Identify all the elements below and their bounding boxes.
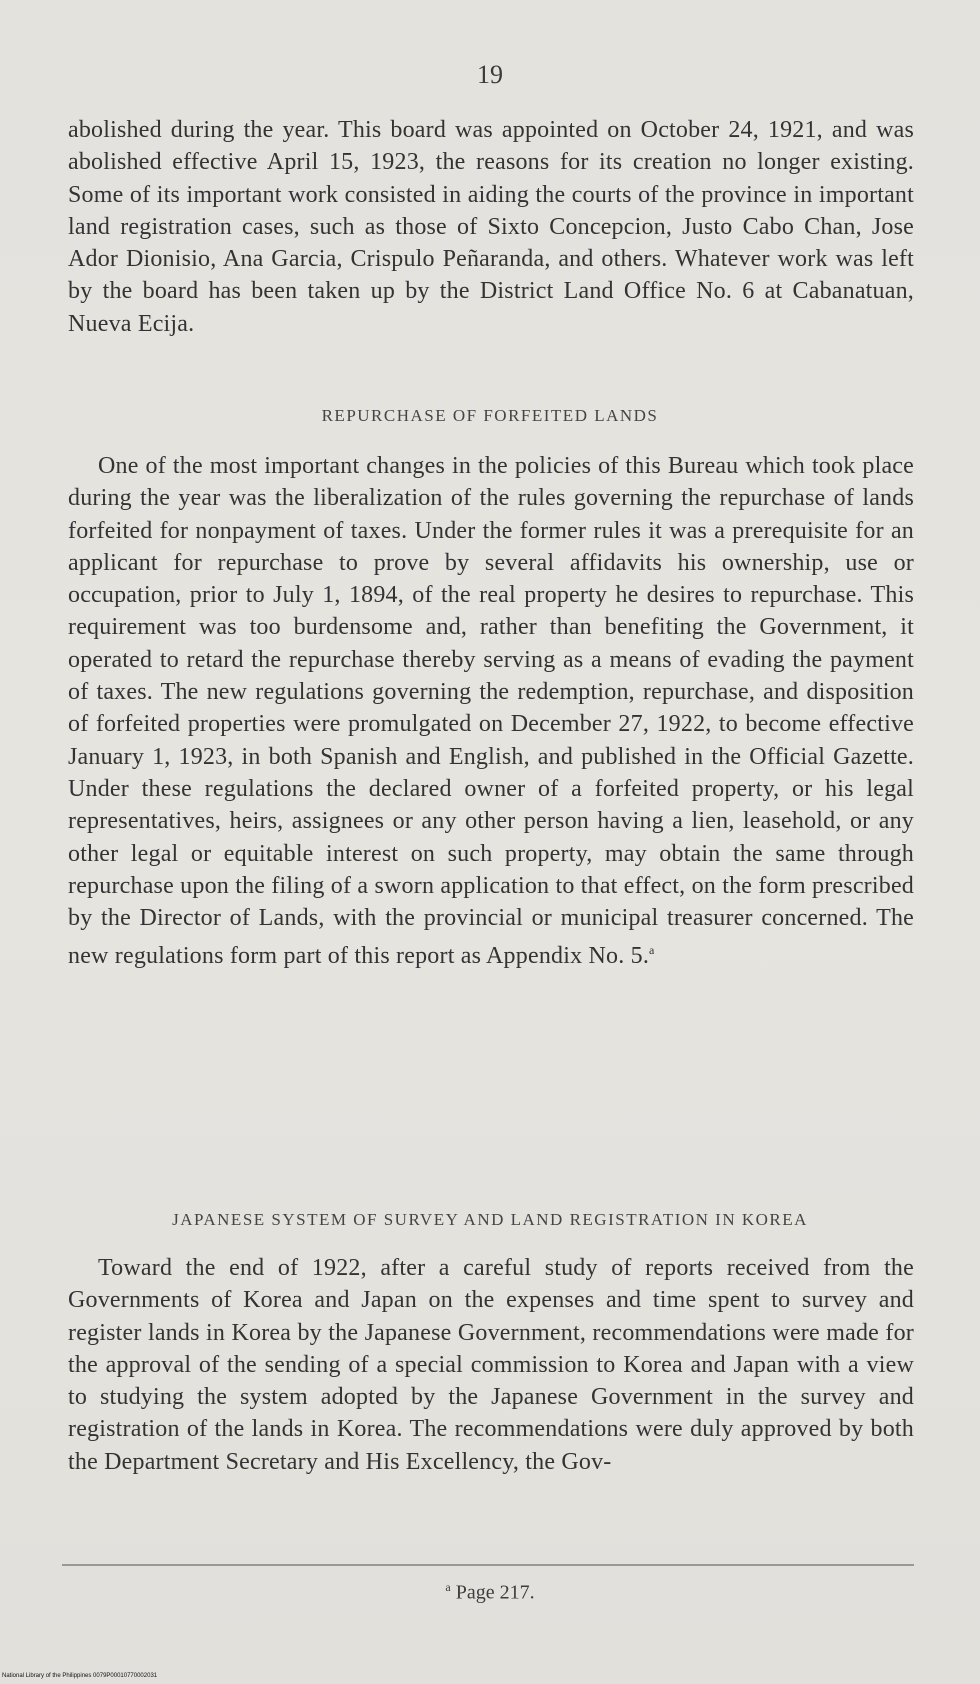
- footnote-reference: a: [649, 943, 655, 958]
- paragraph-repurchase-text: One of the most important changes in the policies of this Bureau which took place during the year was the liberalization of the rules governing the repurchase of lands forfeited for nonpayment of taxes. Under the former rules it was a prerequisite for an applicant for repurchase to prove by several affidavits his ownership, use or occupation, prior to July 1, 1894, of the real property he desires to repurchase. This requirement was too burdensome and, rather than benefiting the Government, it operated to retard the repurchase thereby serving as a means of evading the payment of taxes. The new regulations governing the redemption, repurchase, and disposition of forfeited properties were promulgated on December 27, 1922, to become effective January 1, 1923, in both Spanish and English, and published in the Official Gazette. Under these regulations the declared owner of a forfeited property, or his legal representatives, heirs, assignees or any other person having a lien, leasehold, or any other legal or equitable interest on such property, may obtain the same through repurchase upon the filing of a sworn application to that effect, on the form prescribed by the Director of Lands, with the provincial or municipal treasurer concerned. The new regulations form part of this report as Appendix No. 5.: [68, 453, 914, 970]
- page-number: 19: [477, 60, 503, 89]
- footnote: [0, 1580, 980, 1605]
- paragraph-board-abolished: abolished during the year. This board was appointed on October 24, 1921, and was abolished effective April 15, 1923, the reasons for its creation no longer existing. Some of its important work consisted in aiding the courts of the province in important land registration cases, such as those of Sixto Concepcion, Justo Cabo Chan, Jose Ador Dionisio, Ana Garcia, Crispulo Peñaranda, and others. Whatever work was left by the board has been taken up by the District Land Office No. 6 at Cabanatuan, Nueva Ecija.: [68, 117, 914, 337]
- paragraph-repurchase: [68, 450, 914, 973]
- footnote-text: Page 217.: [455, 1581, 535, 1604]
- library-stamp: National Library of the Philippines 0079P00010770002031: [2, 1673, 158, 1679]
- heading-japanese-survey-system: JAPANESE SYSTEM OF SURVEY AND LAND REGISTRATION IN KOREA: [172, 1210, 808, 1229]
- footnote-divider: [62, 1564, 914, 1566]
- paragraph-korea-commission: Toward the end of 1922, after a careful study of reports received from the Governments of Korea and Japan on the expenses and time spent to survey and register lands in Korea by the Japanese Government, recommendations were made for the approval of the sending of a special commission to Korea and Japan with a view to studying the system adopted by the Japanese Government in the survey and registration of the lands in Korea. The recommendations were duly approved by both the Department Secretary and His Excellency, the Gov-: [68, 1255, 914, 1475]
- footnote-mark: a: [445, 1580, 451, 1594]
- heading-repurchase-forfeited-lands: REPURCHASE OF FORFEITED LANDS: [321, 406, 659, 425]
